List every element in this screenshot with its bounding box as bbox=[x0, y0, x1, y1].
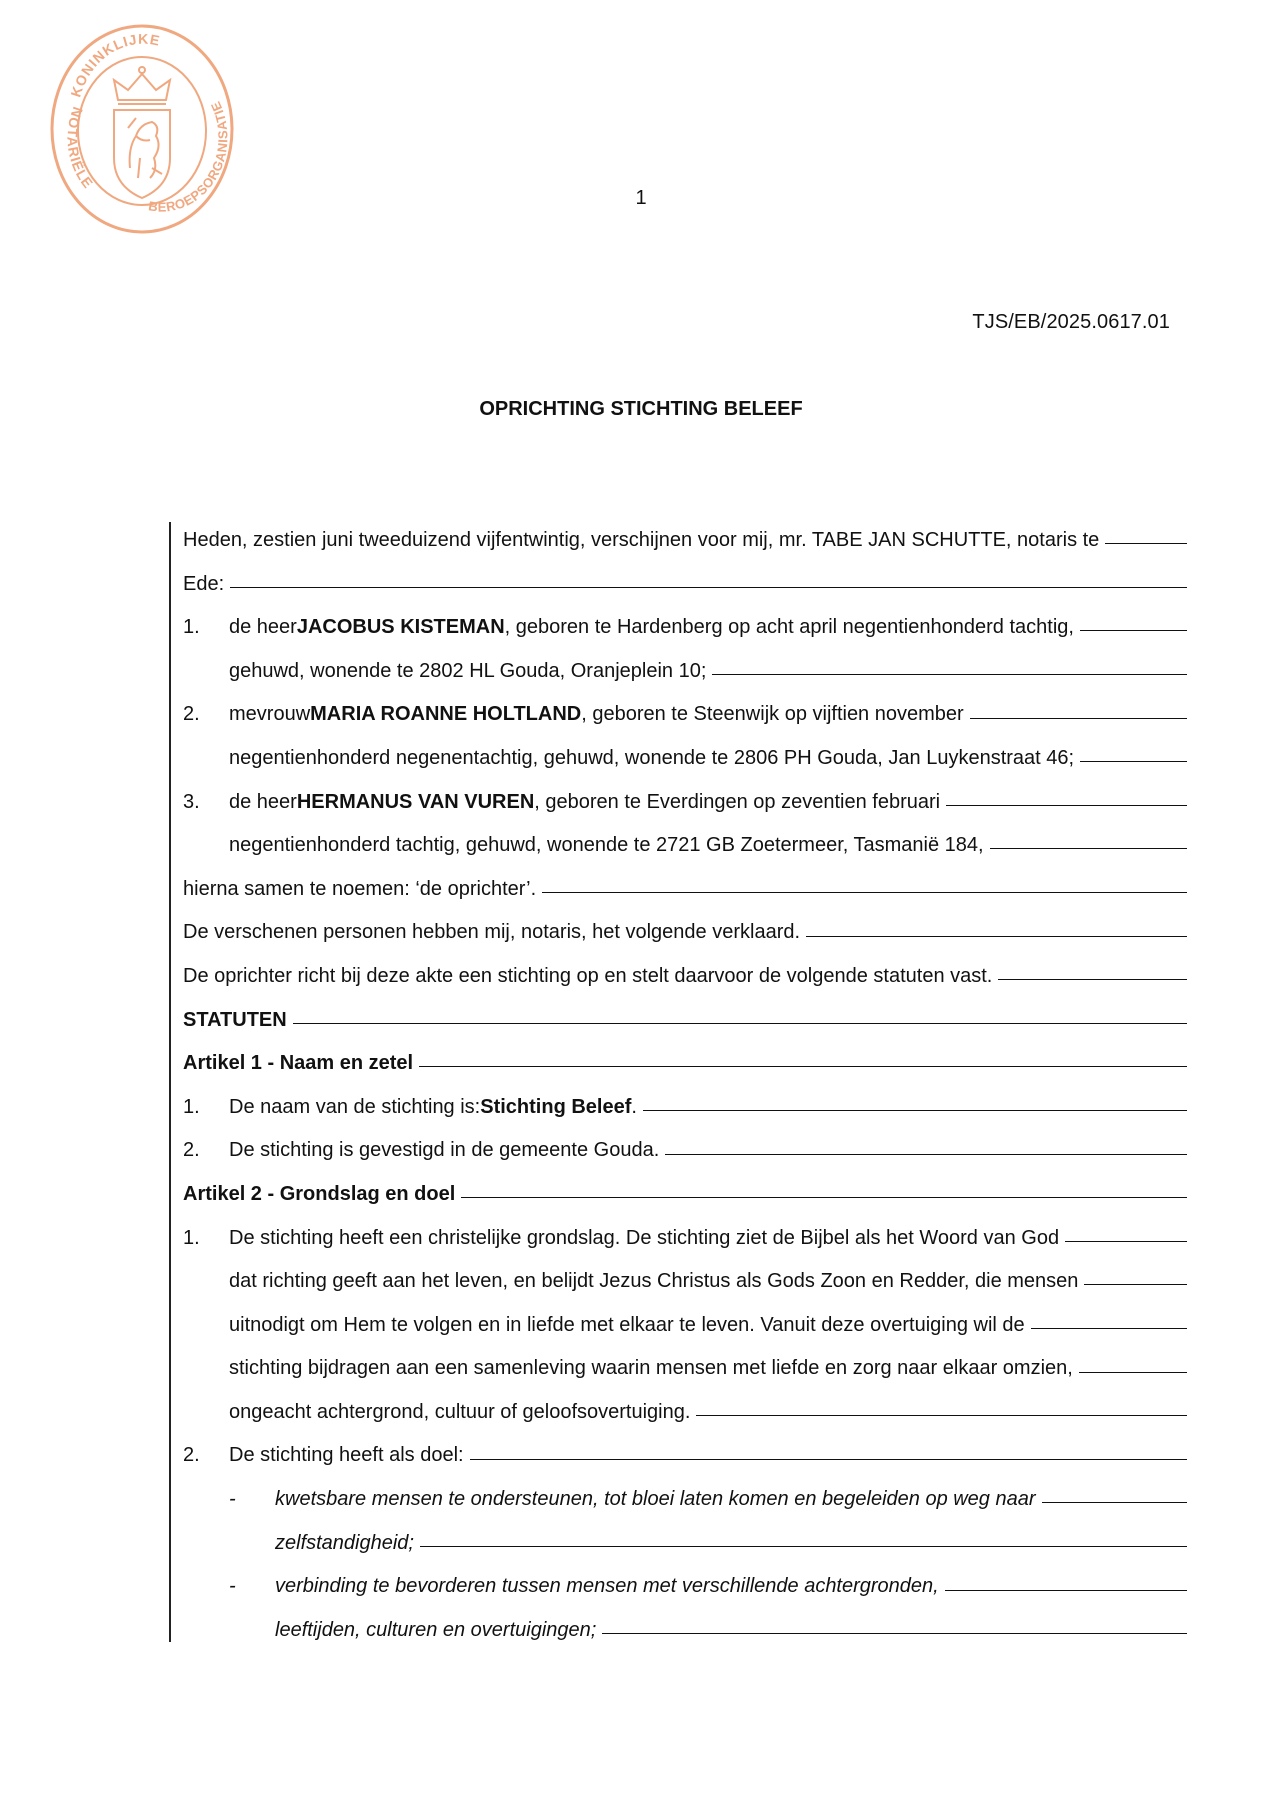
fill-line bbox=[1031, 1328, 1187, 1329]
article-2-1-cont: dat richting geeft aan het leven, en belijdt Jezus Christus als Gods Zoon en Redder, die mensen bbox=[183, 1260, 1187, 1304]
fill-line bbox=[293, 1023, 1187, 1024]
fill-line bbox=[1080, 630, 1187, 631]
goal-bullet-2-cont: leeftijden, culturen en overtuigingen; bbox=[183, 1609, 1187, 1653]
fill-line bbox=[419, 1066, 1187, 1067]
goal-bullet-2: - verbinding te bevorderen tussen mensen met verschillende achtergronden, bbox=[183, 1565, 1187, 1609]
fill-line bbox=[1042, 1502, 1187, 1503]
fill-line bbox=[712, 674, 1187, 675]
text-line: Ede: bbox=[183, 563, 1187, 607]
article-2-1: 1. De stichting heeft een christelijke grondslag. De stichting ziet de Bijbel als het Woord van God bbox=[183, 1217, 1187, 1261]
seal-text-left: NOTARIËLE bbox=[64, 104, 97, 192]
margin-rule bbox=[169, 522, 171, 1642]
fill-line bbox=[461, 1197, 1187, 1198]
seal-text-right: BEROEPSORGANISATIE bbox=[147, 99, 231, 215]
fill-line bbox=[946, 805, 1187, 806]
article-1-2: 2. De stichting is gevestigd in de gemeente Gouda. bbox=[183, 1129, 1187, 1173]
crown-icon bbox=[114, 67, 170, 104]
deed-reference: TJS/EB/2025.0617.01 bbox=[972, 311, 1170, 333]
party-1: 1. de heer JACOBUS KISTEMAN , geboren te Hardenberg op acht april negentienhonderd tachtig, bbox=[183, 606, 1187, 650]
fill-line bbox=[665, 1154, 1187, 1155]
party-3-cont: negentienhonderd tachtig, gehuwd, wonende te 2721 GB Zoetermeer, Tasmanië 184, bbox=[183, 824, 1187, 868]
party-3: 3. de heer HERMANUS VAN VUREN , geboren te Everdingen op zeventien februari bbox=[183, 781, 1187, 825]
document-title: OPRICHTING STICHTING BELEEF bbox=[479, 398, 803, 420]
fill-line bbox=[945, 1590, 1187, 1591]
page-number: 1 bbox=[635, 187, 647, 209]
statuten-heading: STATUTEN bbox=[183, 999, 1187, 1043]
article-2-heading: Artikel 2 - Grondslag en doel bbox=[183, 1173, 1187, 1217]
text-line: De verschenen personen hebben mij, notaris, het volgende verklaard. bbox=[183, 911, 1187, 955]
party-2: 2. mevrouw MARIA ROANNE HOLTLAND , geboren te Steenwijk op vijftien november bbox=[183, 693, 1187, 737]
article-2-1-cont: uitnodigt om Hem te volgen en in liefde met elkaar te leven. Vanuit deze overtuiging wil de bbox=[183, 1304, 1187, 1348]
party-1-cont: gehuwd, wonende te 2802 HL Gouda, Oranjeplein 10; bbox=[183, 650, 1187, 694]
deed-body bbox=[183, 519, 1187, 1652]
seal-text-top: KONINKLIJKE bbox=[67, 30, 162, 99]
fill-line bbox=[1105, 543, 1187, 544]
article-1-heading: Artikel 1 - Naam en zetel bbox=[183, 1042, 1187, 1086]
text-line: Heden, zestien juni tweeduizend vijfentwintig, verschijnen voor mij, mr. TABE JAN SCHUTTE, notaris te bbox=[183, 519, 1187, 563]
fill-line bbox=[420, 1546, 1187, 1547]
fill-line bbox=[970, 718, 1187, 719]
goal-bullet-1: - kwetsbare mensen te ondersteunen, tot bloei laten komen en begeleiden op weg naar bbox=[183, 1478, 1187, 1522]
fill-line bbox=[643, 1110, 1187, 1111]
fill-line bbox=[470, 1459, 1187, 1460]
text-line: De oprichter richt bij deze akte een stichting op en stelt daarvoor de volgende statuten vast. bbox=[183, 955, 1187, 999]
article-2-1-cont: ongeacht achtergrond, cultuur of geloofsovertuiging. bbox=[183, 1391, 1187, 1435]
fill-line bbox=[1080, 761, 1187, 762]
article-1-1: 1. De naam van de stichting is: Stichting Beleef . bbox=[183, 1086, 1187, 1130]
text-line: hierna samen te noemen: ‘de oprichter’. bbox=[183, 868, 1187, 912]
goal-bullet-1-cont: zelfstandigheid; bbox=[183, 1522, 1187, 1566]
fill-line bbox=[1079, 1372, 1187, 1373]
fill-line bbox=[1065, 1241, 1187, 1242]
shield-icon bbox=[114, 110, 170, 198]
article-2-2: 2. De stichting heeft als doel: bbox=[183, 1434, 1187, 1478]
fill-line bbox=[1084, 1284, 1187, 1285]
fill-line bbox=[990, 848, 1187, 849]
party-2-cont: negentienhonderd negenentachtig, gehuwd, wonende te 2806 PH Gouda, Jan Luykenstraat 46; bbox=[183, 737, 1187, 781]
fill-line bbox=[602, 1633, 1187, 1634]
svg-text:NOTARIËLE bbox=[64, 105, 96, 192]
fill-line bbox=[696, 1415, 1187, 1416]
fill-line bbox=[806, 936, 1187, 937]
fill-line bbox=[998, 979, 1187, 980]
fill-line bbox=[542, 892, 1187, 893]
article-2-1-cont: stichting bijdragen aan een samenleving waarin mensen met liefde en zorg naar elkaar omzien, bbox=[183, 1347, 1187, 1391]
fill-line bbox=[230, 587, 1187, 588]
